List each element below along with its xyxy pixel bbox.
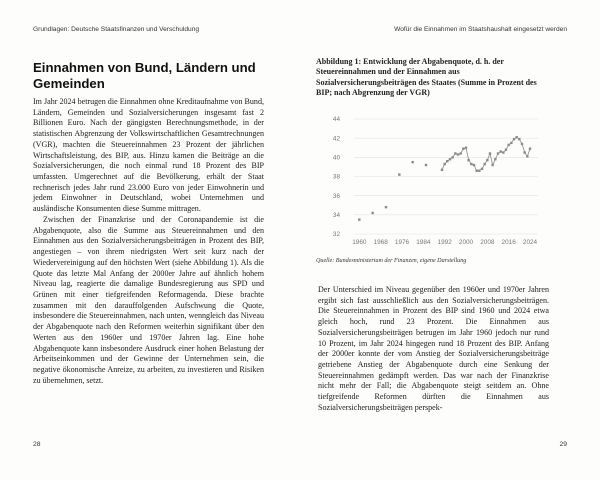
data-point <box>465 147 467 149</box>
paragraph: Im Jahr 2024 betrugen die Einnahmen ohne Kreditaufnahme von Bund, Ländern, Gemeinden und Sozialversicherungen insgesamt fast 2 Billionen Euro. Nach der gängigsten Berechnungsmethode, in der statistischen Abgrenzung der Volkswirtschaftlichen Gesamtrechnungen (VGR), machten die Steuereinnahmen 23 Prozent der jährlichen Wirtschaftsleistung, des BIP, aus. Hinzu kamen die Beiträge an die Sozialversicherungen, die noch einmal rund 18 Prozent des BIP umfassten. Umgerechnet auf die Bevölkerung, erhält der Staat rechnerisch jedes Jahr rund 23.000 Euro von jeder Einwohnerin und jedem Einwohner in Deutschland, wobei Unternehmen und ausländische Konsumenten diese Summe mittragen. <box>33 97 264 214</box>
data-point <box>518 138 520 140</box>
figure-caption: Abbildung 1: Entwicklung der Abgabenquote, d. h. der Steuereinnahmen und der Einnahmen aus Sozialversicherungsbeiträgen des Staates (Summe in Prozent des BIP; nach Abgrenzung der VGR) <box>316 57 537 97</box>
data-point <box>489 152 491 154</box>
x-tick-label: 1960 <box>352 239 367 246</box>
data-point <box>473 164 475 166</box>
data-point <box>486 159 488 161</box>
paragraph: Der Unterschied im Niveau gegenüber den 1960er und 1970er Jahren ergibt sich fast ausschließlich aus den Sozialversicherungsbeiträgen. Die Steuereinnahmen in Prozent des BIP sind 1960 und 2024 etwa gleich hoch, rund 23 Prozent. Die Einnahmen aus Sozialversicherungsbeiträgen betrugen im Jahr 1960 jedoch nur rund 10 Prozent, im Jahr 2024 hingegen rund 18 Prozent des BIP. Anfang der 2000er konnte der vom Anstieg der Sozialversicherungsbeiträge getriebene Anstieg der Abgabenquote durch eine Senkung der Steuereinnahmen gedämpft werden. Das war nach der Finanzkrise nicht mehr der Fall; die Abgabenquote steigt seitdem an. Ohne tiefgreifende Reformen dürften die Einnahmen aus Sozialversicherungsbeiträgen perspek- <box>318 285 549 412</box>
data-point <box>449 158 451 160</box>
data-point <box>491 164 493 166</box>
data-point <box>481 168 483 170</box>
x-tick-label: 1992 <box>437 239 452 246</box>
data-point <box>505 148 507 150</box>
data-point <box>494 158 496 160</box>
data-point <box>499 150 501 152</box>
y-tick-label: 38 <box>332 173 340 181</box>
data-point <box>523 151 525 153</box>
series-segment <box>522 144 525 153</box>
data-point <box>411 161 413 163</box>
data-point <box>425 164 427 166</box>
data-point <box>385 206 387 208</box>
x-tick-label: 2024 <box>522 239 538 246</box>
data-point <box>521 143 523 145</box>
data-point <box>515 136 517 138</box>
data-point <box>462 148 464 150</box>
data-point <box>510 142 512 144</box>
x-tick-label: 1976 <box>394 239 410 246</box>
y-tick-label: 40 <box>332 154 340 162</box>
left-body-text <box>33 97 264 386</box>
section-heading: Einnahmen von Bund, Ländern und Gemeinden <box>33 60 256 91</box>
data-point <box>478 170 480 172</box>
running-head-right: Wofür die Einnahmen im Staatshaushalt eingesetzt werden <box>394 26 567 33</box>
x-tick-label: 2008 <box>480 239 495 246</box>
data-point <box>358 218 360 220</box>
y-tick-label: 32 <box>332 231 340 239</box>
data-point <box>483 163 485 165</box>
data-point <box>526 155 528 157</box>
running-head-left: Grundlagen: Deutsche Staatsfinanzen und Verschuldung <box>33 26 200 33</box>
data-point <box>529 148 531 150</box>
data-point <box>475 170 477 172</box>
data-point <box>457 153 459 155</box>
data-point <box>513 138 515 140</box>
data-point <box>441 169 443 171</box>
data-point <box>443 163 445 165</box>
data-point <box>497 152 499 154</box>
y-tick-label: 34 <box>332 212 340 220</box>
figure-chart <box>316 105 552 255</box>
y-tick-label: 36 <box>332 192 340 200</box>
y-tick-label: 42 <box>332 135 340 143</box>
page-number-left: 28 <box>33 441 41 448</box>
x-tick-label: 2000 <box>458 239 474 246</box>
data-point <box>467 159 469 161</box>
page-number-right: 29 <box>559 441 567 448</box>
data-point <box>454 152 456 154</box>
data-point <box>371 212 373 214</box>
data-point <box>446 160 448 162</box>
x-tick-label: 1968 <box>373 239 388 246</box>
data-point <box>470 163 472 165</box>
x-tick-label: 1984 <box>416 239 431 246</box>
figure-source: Quelle: Bundesministerium der Finanzen, eigene Darstellung <box>316 258 467 264</box>
data-point <box>502 151 504 153</box>
series-segment <box>466 148 469 160</box>
data-point <box>459 152 461 154</box>
paragraph: Zwischen der Finanzkrise und der Coronapandemie ist die Abgabenquote, also die Summe aus Steuereinnahmen und den Einnahmen aus den Sozialversicherungsbeiträgen in Prozent des BIP, angestiegen – von ihrem niedrigsten Wert seit kurz nach der Wiedervereinigung auf den höchsten Wert (siehe Abbildung 1). Als die Quote das letzte Mal Anfang der 2000er Jahre auf ähnlich hohem Niveau lag, reagierte die damalige Bundesregierung aus SPD und Grünen mit einer tiefgreifenden Reformagenda. Diese brachte zusammen mit den darauffolgenden Aufschwung die Quote, insbesondere die Steuereinnahmen, nach unten, wenngleich das Niveau der Abgabenquote nach den Reformen weiterhin signifikant über den Werten aus den 1960er und 1970er Jahren lag. Eine hohe Abgabenquote kann insbesondere Ausdruck einer hohen Belastung der Arbeitseinkommen und der Gewinne der Unternehmen sein, die negative ökonomische Anreize, zu arbeiten, zu investieren und Risiken zu übernehmen, setzt. <box>33 214 264 385</box>
abgabenquote-chart <box>316 105 552 250</box>
data-point <box>451 156 453 158</box>
x-tick-label: 2016 <box>501 239 516 246</box>
data-point <box>507 144 509 146</box>
series-segment <box>490 154 493 166</box>
right-body-text <box>318 285 549 414</box>
data-point <box>398 173 400 175</box>
y-tick-label: 44 <box>332 116 340 124</box>
